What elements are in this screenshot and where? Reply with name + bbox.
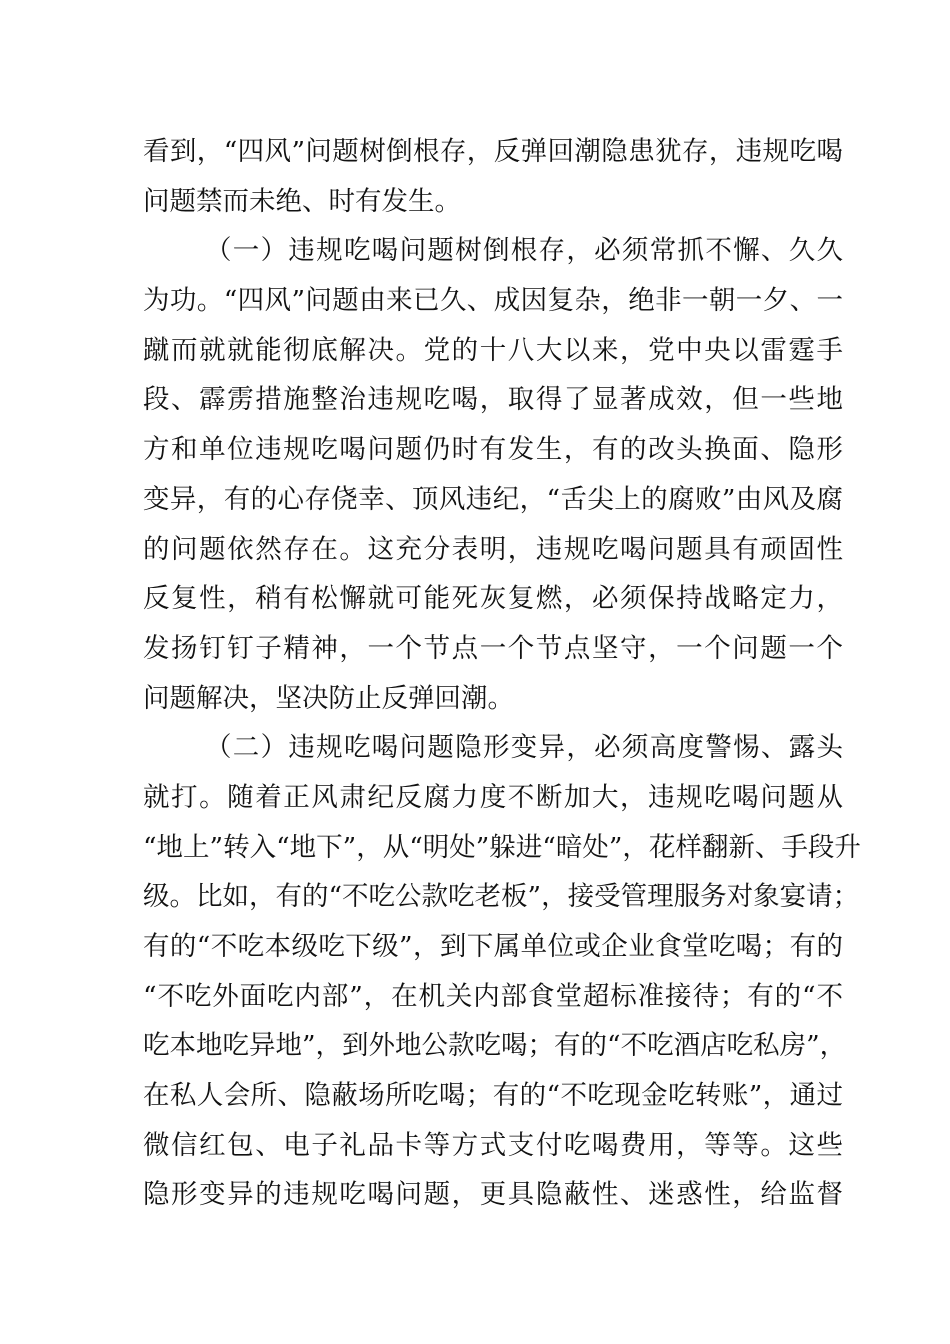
text-line: 隐形变异的违规吃喝问题，更具隐蔽性、迷惑性，给监督 <box>143 1179 843 1211</box>
text-line: “不吃外面吃内部”，在机关内部食堂超标准接待；有的“不 <box>143 980 843 1012</box>
body-text <box>143 127 861 1220</box>
text-line: 问题解决，坚决防止反弹回潮。 <box>143 682 514 714</box>
text-line: 的问题依然存在。这充分表明，违规吃喝问题具有顽固性 <box>143 533 843 565</box>
text-line: 吃本地吃异地”，到外地公款吃喝；有的“不吃酒店吃私房”， <box>143 1030 847 1062</box>
text-line: 微信红包、电子礼品卡等方式支付吃喝费用，等等。这些 <box>143 1129 843 1161</box>
text-line: 变异，有的心存侥幸、顶风违纪，“舌尖上的腐败”由风及腐 <box>143 483 843 515</box>
text-line: 级。比如，有的“不吃公款吃老板”，接受管理服务对象宴请； <box>143 881 860 913</box>
text-line: 就打。随着正风肃纪反腐力度不断加大，违规吃喝问题从 <box>143 781 843 813</box>
text-line: 问题禁而未绝、时有发生。 <box>143 185 461 217</box>
text-line: 方和单位违规吃喝问题仍时有发生，有的改头换面、隐形 <box>143 434 843 466</box>
section-heading-line: （一）违规吃喝问题树倒根存，必须常抓不懈、久久 <box>205 235 843 267</box>
text-line: “地上”转入“地下”，从“明处”躲进“暗处”，花样翻新、手段升 <box>143 831 861 863</box>
text-line: 有的“不吃本级吃下级”，到下属单位或企业食堂吃喝；有的 <box>143 931 843 962</box>
text-line: 发扬钉钉子精神，一个节点一个节点坚守，一个问题一个 <box>143 632 843 664</box>
text-line: 在私人会所、隐蔽场所吃喝；有的“不吃现金吃转账”，通过 <box>143 1080 843 1112</box>
text-line: 蹴而就就能彻底解决。党的十八大以来，党中央以雷霆手 <box>143 334 843 366</box>
section-heading-line: （二）违规吃喝问题隐形变异，必须高度警惕、露头 <box>205 732 843 764</box>
text-line: 反复性，稍有松懈就可能死灰复燃，必须保持战略定力， <box>143 583 843 615</box>
text-line: 为功。“四风”问题由来已久、成因复杂，绝非一朝一夕、一 <box>143 285 843 317</box>
text-line: 看到，“四风”问题树倒根存，反弹回潮隐患犹存，违规吃喝 <box>143 136 843 167</box>
text-line: 段、霹雳措施整治违规吃喝，取得了显著成效，但一些地 <box>143 384 843 416</box>
